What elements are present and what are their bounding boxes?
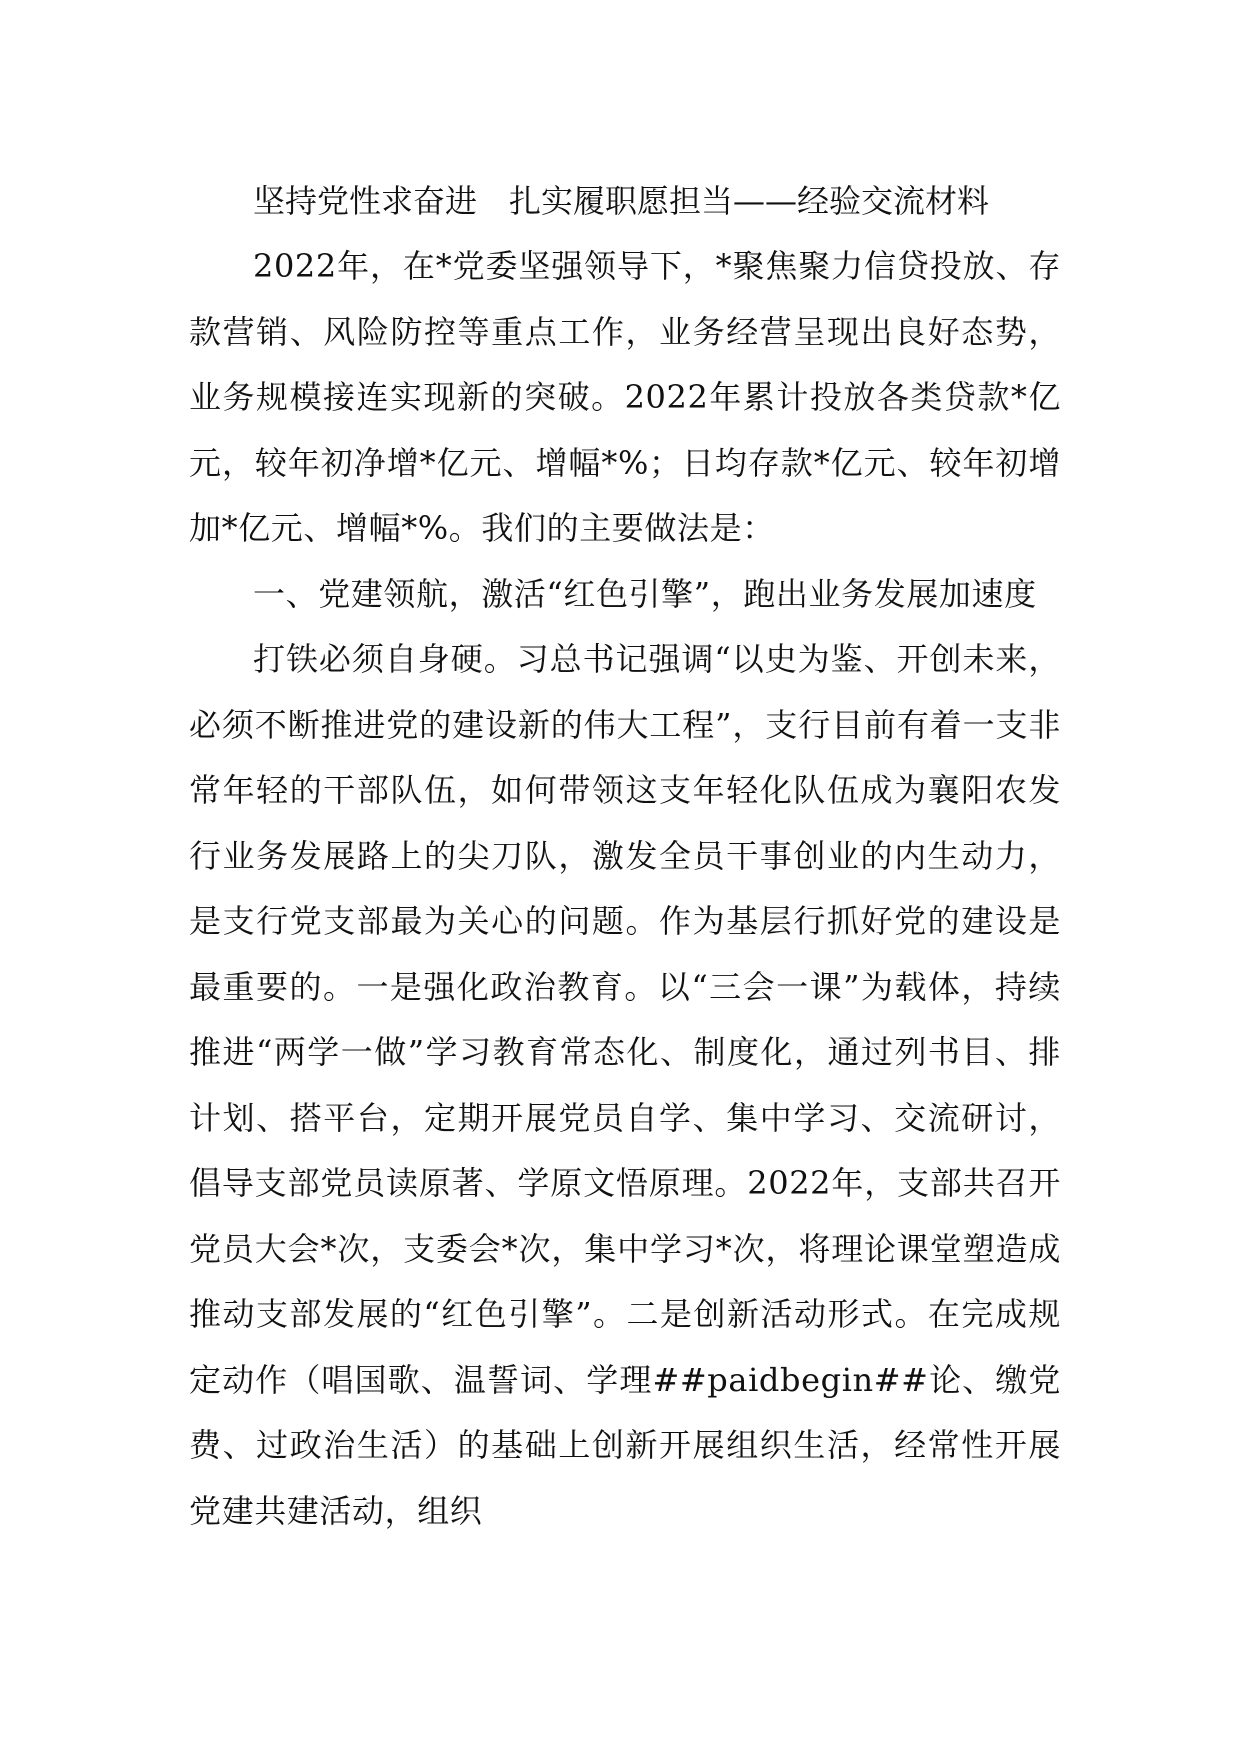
document-title: 坚持党性求奋进 扎实履职愿担当——经验交流材料 <box>253 182 990 220</box>
section-1-heading: 一、党建领航，激活“红色引擎”，跑出业务发展加速度 <box>253 574 1037 613</box>
intro-paragraph: 2022年，在*党委坚强领导下，*聚焦聚力信贷投放、存款营销、风险防控等重点工作，业务经营呈现出良好态势，业务规模接连实现新的突破。2022年累计投放各类贷款*亿元，较年初净增*亿元、增幅*%；日均存款*亿元、较年初增加*亿元、增幅*%。我们的主要做法是： <box>189 247 1061 547</box>
document-content <box>189 168 1061 1544</box>
section-1-body: 打铁必须自身硬。习总书记强调“以史为鉴、开创未来，必须不断推进党的建设新的伟大工程”，支行目前有着一支非常年轻的干部队伍，如何带领这支年轻化队伍成为襄阳农发行业务发展路上的尖刀队，激发全员干事创业的内生动力，是支行党支部最为关心的问题。作为基层行抓好党的建设是最重要的。一是强化政治教育。以“三会一课”为载体，持续推进“两学一做”学习教育常态化、制度化，通过列书目、排计划、搭平台，定期开展党员自学、集中学习、交流研讨，倡导支部党员读原著、学原文悟原理。2022年，支部共召开党员大会*次，支委会*次，集中学习*次，将理论课堂塑造成推动支部发展的“红色引擎”。二是创新活动形式。在完成规定动作（唱国歌、温誓词、学理##paidbegin##论、缴党费、过政治生活）的基础上创新开展组织生活，经常性开展党建共建活动，组织 <box>189 640 1061 1530</box>
